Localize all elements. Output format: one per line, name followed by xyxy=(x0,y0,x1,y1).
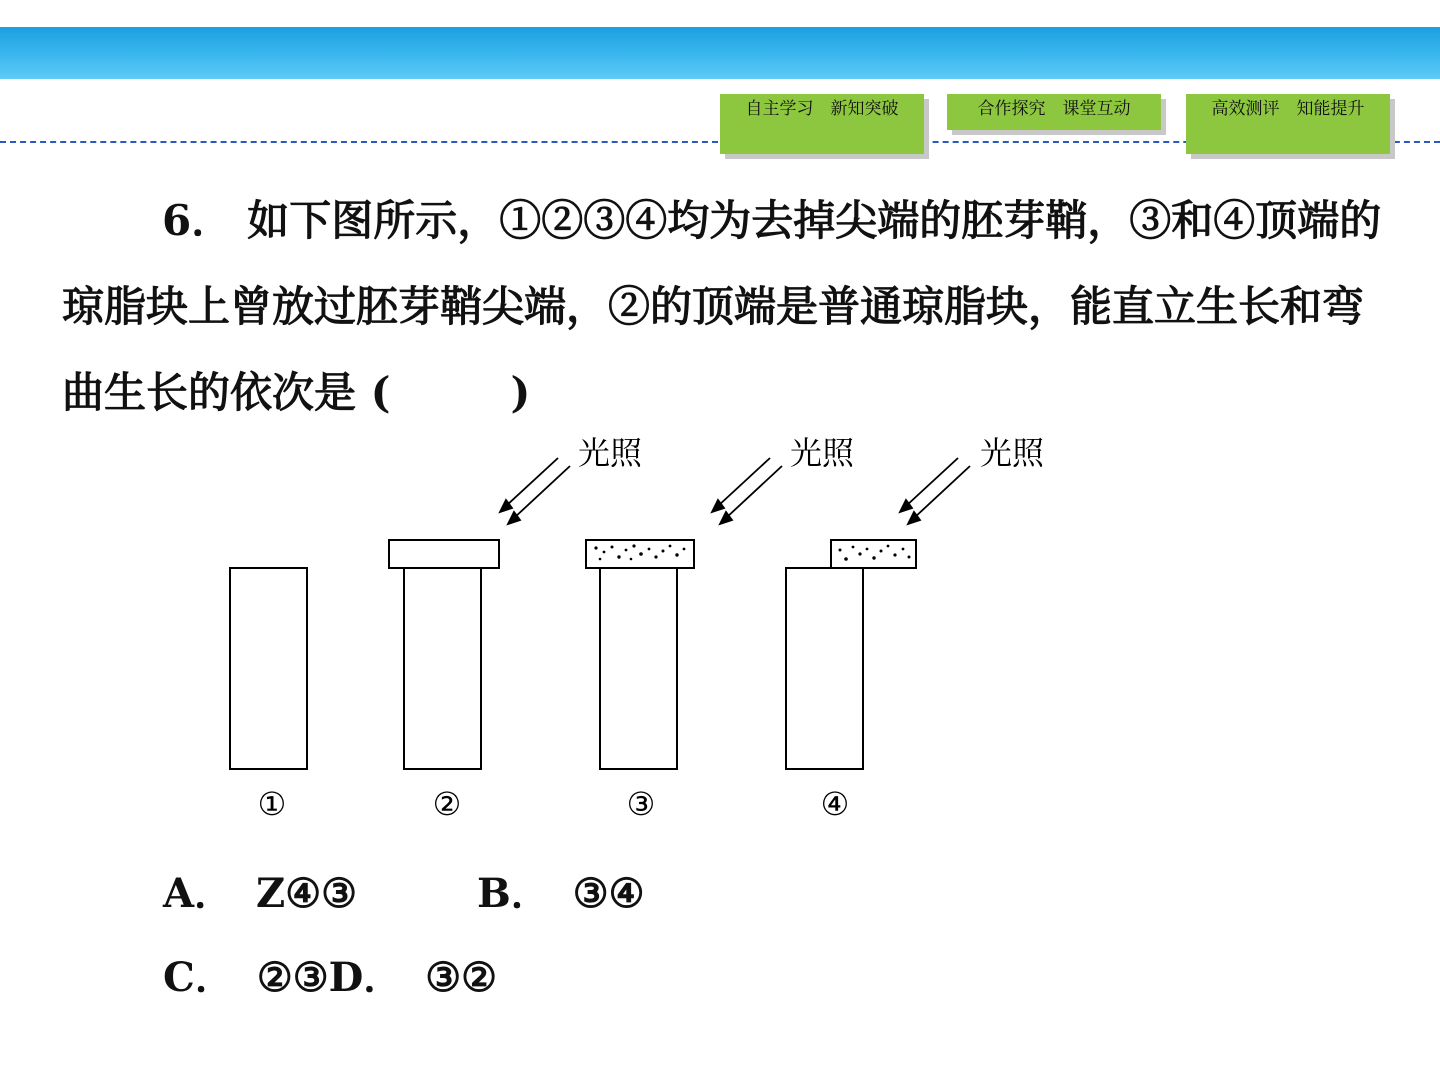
answer-paren-open: ( xyxy=(370,368,391,417)
coleoptile-label-1: ① xyxy=(257,785,287,823)
question-body: 如下图所示，①②③④均为去掉尖端的胚芽鞘，③和④顶端的琼脂块上曾放过胚芽鞘尖端，②的顶端是普通琼脂块，能直立生长和弯曲生长的依次是 xyxy=(62,196,1382,417)
option-c[interactable] xyxy=(163,954,329,1001)
option-c-value: ②③ xyxy=(256,954,329,1001)
agar-block-treated-4 xyxy=(831,540,916,568)
option-c-label: C． xyxy=(163,954,235,1001)
agar-dots-3 xyxy=(594,544,685,560)
option-d-label: D． xyxy=(328,954,404,1001)
question-text xyxy=(62,178,1382,436)
coleoptile-label-3: ③ xyxy=(626,785,656,823)
option-b-value: ③④ xyxy=(572,870,645,917)
coleoptile-2 xyxy=(404,568,481,769)
light-label-2: 光照 xyxy=(790,434,855,472)
option-b[interactable] xyxy=(477,870,645,917)
option-b-label: B． xyxy=(476,870,551,917)
light-label-3: 光照 xyxy=(980,434,1045,472)
option-a[interactable] xyxy=(163,870,357,917)
coleoptile-diagram xyxy=(0,420,1440,840)
answer-paren-close: ) xyxy=(510,368,531,417)
option-a-value: Z④③ xyxy=(256,870,357,917)
coleoptile-label-2: ② xyxy=(432,785,462,823)
option-d[interactable] xyxy=(329,954,497,1001)
coleoptile-3 xyxy=(600,568,677,769)
option-a-label: A． xyxy=(163,870,235,917)
nav-button-self-study[interactable]: 自主学习 新知突破 xyxy=(720,94,924,154)
coleoptile-label-4: ④ xyxy=(820,785,850,823)
nav-button-assessment[interactable]: 高效测评 知能提升 xyxy=(1186,94,1390,154)
agar-block-plain xyxy=(389,540,499,568)
header-band xyxy=(0,27,1440,79)
agar-dots-4 xyxy=(839,545,911,561)
options-row-2 xyxy=(163,946,497,1003)
question-number: 6． xyxy=(162,196,234,245)
nav-button-cooperative-inquiry[interactable]: 合作探究 课堂互动 xyxy=(947,94,1161,130)
coleoptile-4 xyxy=(786,568,863,769)
options-row-1 xyxy=(163,862,645,919)
option-d-value: ③② xyxy=(425,954,497,1001)
light-label-1: 光照 xyxy=(578,434,643,472)
coleoptile-1 xyxy=(230,568,307,769)
light-arrows xyxy=(500,458,970,524)
